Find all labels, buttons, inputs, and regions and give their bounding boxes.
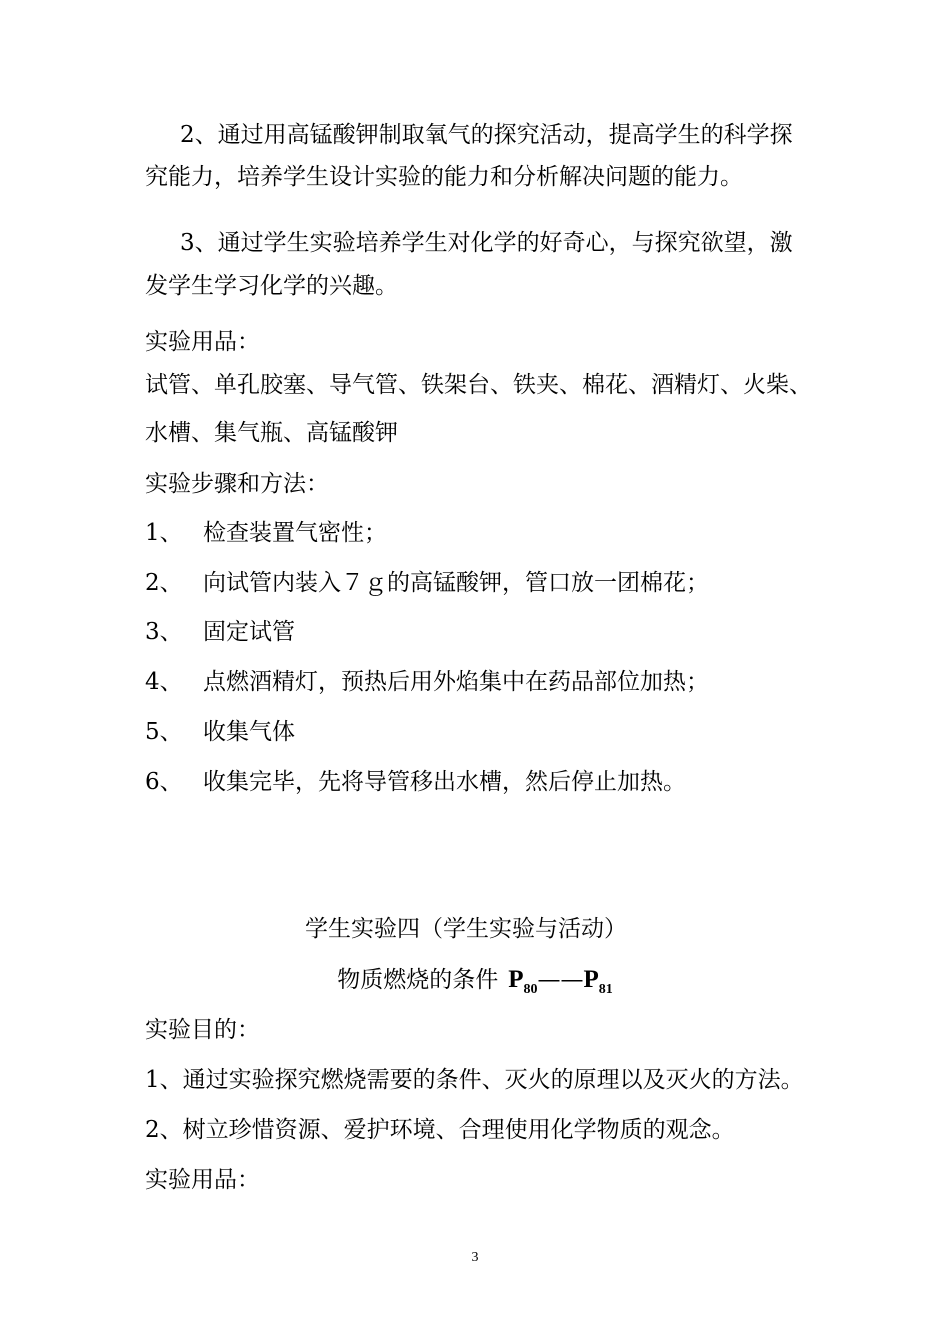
- page-ref-start-number: 80: [523, 982, 538, 997]
- step-text: 收集气体: [203, 719, 295, 745]
- materials-heading: 实验用品：: [145, 329, 260, 355]
- step-text: 向试管内装入７ｇ的高锰酸钾，管口放一团棉花；: [203, 570, 709, 596]
- page-ref-end: [583, 966, 613, 997]
- step-number: 3、: [145, 619, 183, 645]
- step-text: 收集完毕，先将导管移出水槽，然后停止加热。: [203, 769, 686, 795]
- step-number: 2、: [145, 570, 183, 596]
- step-item: [0, 666, 950, 698]
- experiment-subtitle: [0, 964, 950, 996]
- page-number: 3: [471, 1250, 479, 1265]
- steps-heading: 实验步骤和方法：: [145, 471, 329, 497]
- step-text: 固定试管: [203, 619, 295, 645]
- objective-3-line-2: 发学生学习化学的兴趣。: [145, 273, 398, 299]
- page-ref-end-letter: P: [583, 966, 599, 993]
- step-item: [0, 517, 950, 549]
- page-ref-start-letter: P: [508, 966, 524, 993]
- step-text: 检查装置气密性；: [203, 520, 387, 546]
- objectives-heading: 实验目的：: [145, 1017, 260, 1043]
- materials-line-1: 试管、单孔胶塞、导气管、铁架台、铁夹、棉花、酒精灯、火柴、: [145, 372, 812, 398]
- objective-item: 1、通过实验探究燃烧需要的条件、灭火的原理以及灭火的方法。: [145, 1067, 804, 1093]
- objective-2-line-1: 2、通过用高锰酸钾制取氧气的探究活动，提高学生的科学探: [180, 122, 793, 148]
- step-number: 5、: [145, 719, 183, 745]
- materials-line-2: 水槽、集气瓶、高锰酸钾: [145, 420, 398, 446]
- experiment-title: 学生实验四（学生实验与活动）: [305, 916, 627, 942]
- objective-3-line-1: 3、通过学生实验培养学生对化学的好奇心，与探究欲望，激: [180, 230, 793, 256]
- step-item: [0, 567, 950, 599]
- subtitle-text: 物质燃烧的条件: [337, 967, 499, 993]
- step-text: 点燃酒精灯，预热后用外焰集中在药品部位加热；: [203, 669, 709, 695]
- step-item: [0, 616, 950, 648]
- step-number: 1、: [145, 520, 183, 546]
- objective-2-line-2: 究能力，培养学生设计实验的能力和分析解决问题的能力。: [145, 164, 743, 190]
- step-item: [0, 716, 950, 748]
- step-number: 6、: [145, 769, 183, 795]
- step-number: 4、: [145, 669, 183, 695]
- objective-item: 2、树立珍惜资源、爱护环境、合理使用化学物质的观念。: [145, 1117, 735, 1143]
- page-ref-start: [508, 966, 538, 997]
- materials-heading: 实验用品：: [145, 1167, 260, 1193]
- step-item: [0, 766, 950, 798]
- page-ref-end-number: 81: [598, 982, 613, 997]
- page-ref-separator: ——: [537, 967, 584, 993]
